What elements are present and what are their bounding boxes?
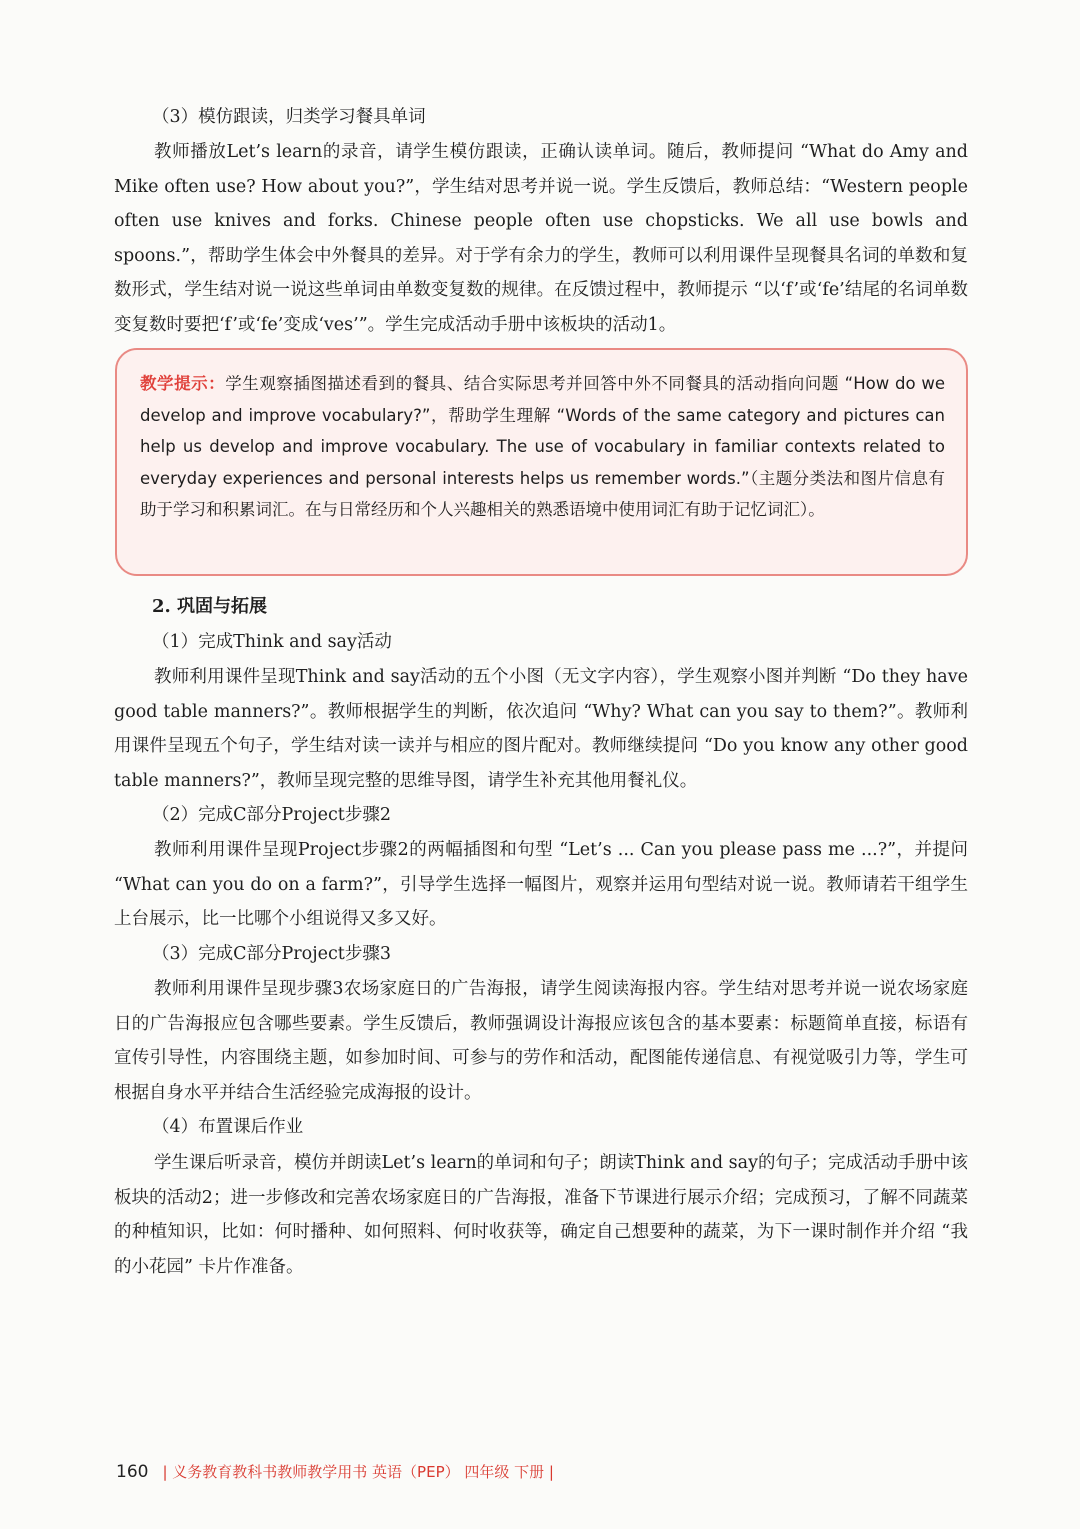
subsection-3-title: （3）模仿跟读，归类学习餐具单词	[152, 107, 426, 127]
section-2-sub3-title: （3）完成C部分Project步骤3	[152, 944, 391, 964]
section-2-sub1-body: 教师利用课件呈现Think and say活动的五个小图（无文字内容），学生观察小图并判断 “Do they have good table manners?”。教师根据学生的判断，依次追问 “Why? What can you say to them?”。教师利用课件呈现五个句子，学生结对读一读并与相应的图片配对。教师继续提问 “Do you know any other good table manners?”，教师呈现完整的思维导图，请学生补充其他用餐礼仪。	[114, 667, 968, 791]
page-number: 160	[116, 1462, 149, 1482]
section-2-title: 2. 巩固与拓展	[152, 596, 268, 617]
section-2-sub3-body: 教师利用课件呈现步骤3农场家庭日的广告海报，请学生阅读海报内容。学生结对思考并说一说农场家庭日的广告海报应包含哪些要素。学生反馈后，教师强调设计海报应该包含的基本要素：标题简单直接，标语有宣传引导性，内容围绕主题，如参加时间、可参与的劳作和活动，配图能传递信息、有视觉吸引力等，学生可根据自身水平并结合生活经验完成海报的设计。	[114, 979, 968, 1103]
section-2-sub4-title: （4）布置课后作业	[152, 1117, 304, 1137]
page-footer	[116, 1460, 554, 1484]
section-2-sub2-title: （2）完成C部分Project步骤2	[152, 805, 391, 825]
teaching-tip	[140, 368, 945, 526]
section-2-sub4-body: 学生课后听录音，模仿并朗读Let’s learn的单词和句子；朗读Think and say的句子；完成活动手册中该板块的活动2；进一步修改和完善农场家庭日的广告海报，准备下节课进行展示介绍；完成预习，了解不同蔬菜的种植知识，比如：何时播种、如何照料、何时收获等，确定自己想要种的蔬菜，为下一课时制作并介绍 “我的小花园” 卡片作准备。	[114, 1153, 968, 1277]
section-2-sub2-body: 教师利用课件呈现Project步骤2的两幅插图和句型 “Let’s ... Can you please pass me ...?”，并提问 “What can you do on a farm?”，引导学生选择一幅图片，观察并运用句型结对说一说。教师请若干组学生上台展示，比一比哪个小组说得又多又好。	[114, 840, 968, 929]
subsection-3-body: 教师播放Let’s learn的录音，请学生模仿跟读，正确认读单词。随后，教师提问 “What do Amy and Mike often use? How about you?”，学生结对思考并说一说。学生反馈后，教师总结：“Western people often use knives and forks. Chinese people often use chopsticks. We all use bowls and spoons.”，帮助学生体会中外餐具的差异。对于学有余力的学生，教师可以利用课件呈现餐具名词的单数和复数形式，学生结对说一说这些单词由单数变复数的规律。在反馈过程中，教师提示 “以‘f’或‘fe’结尾的名词单数变复数时要把‘f’或‘fe’变成‘ves’”。学生完成活动手册中该板块的活动1。	[114, 142, 968, 335]
teaching-tip-text: 学生观察插图描述看到的餐具、结合实际思考并回答中外不同餐具的活动指向问题 “How do we develop and improve vocabulary?”，帮助学生理解 “Words of the same category and pictures can help us develop and improve vocabulary. The use of vocabulary in familiar contexts related to everyday experiences and personal interests helps us remember words.”（主题分类法和图片信息有助于学习和积累词汇。在与日常经历和个人兴趣相关的熟悉语境中使用词汇有助于记忆词汇）。	[140, 374, 946, 519]
teaching-tip-label: 教学提示：	[140, 374, 226, 393]
section-2-sub1-title: （1）完成Think and say活动	[152, 632, 392, 652]
book-title-footer: | 义务教育教科书教师教学用书 英语（PEP） 四年级 下册 |	[162, 1463, 554, 1481]
